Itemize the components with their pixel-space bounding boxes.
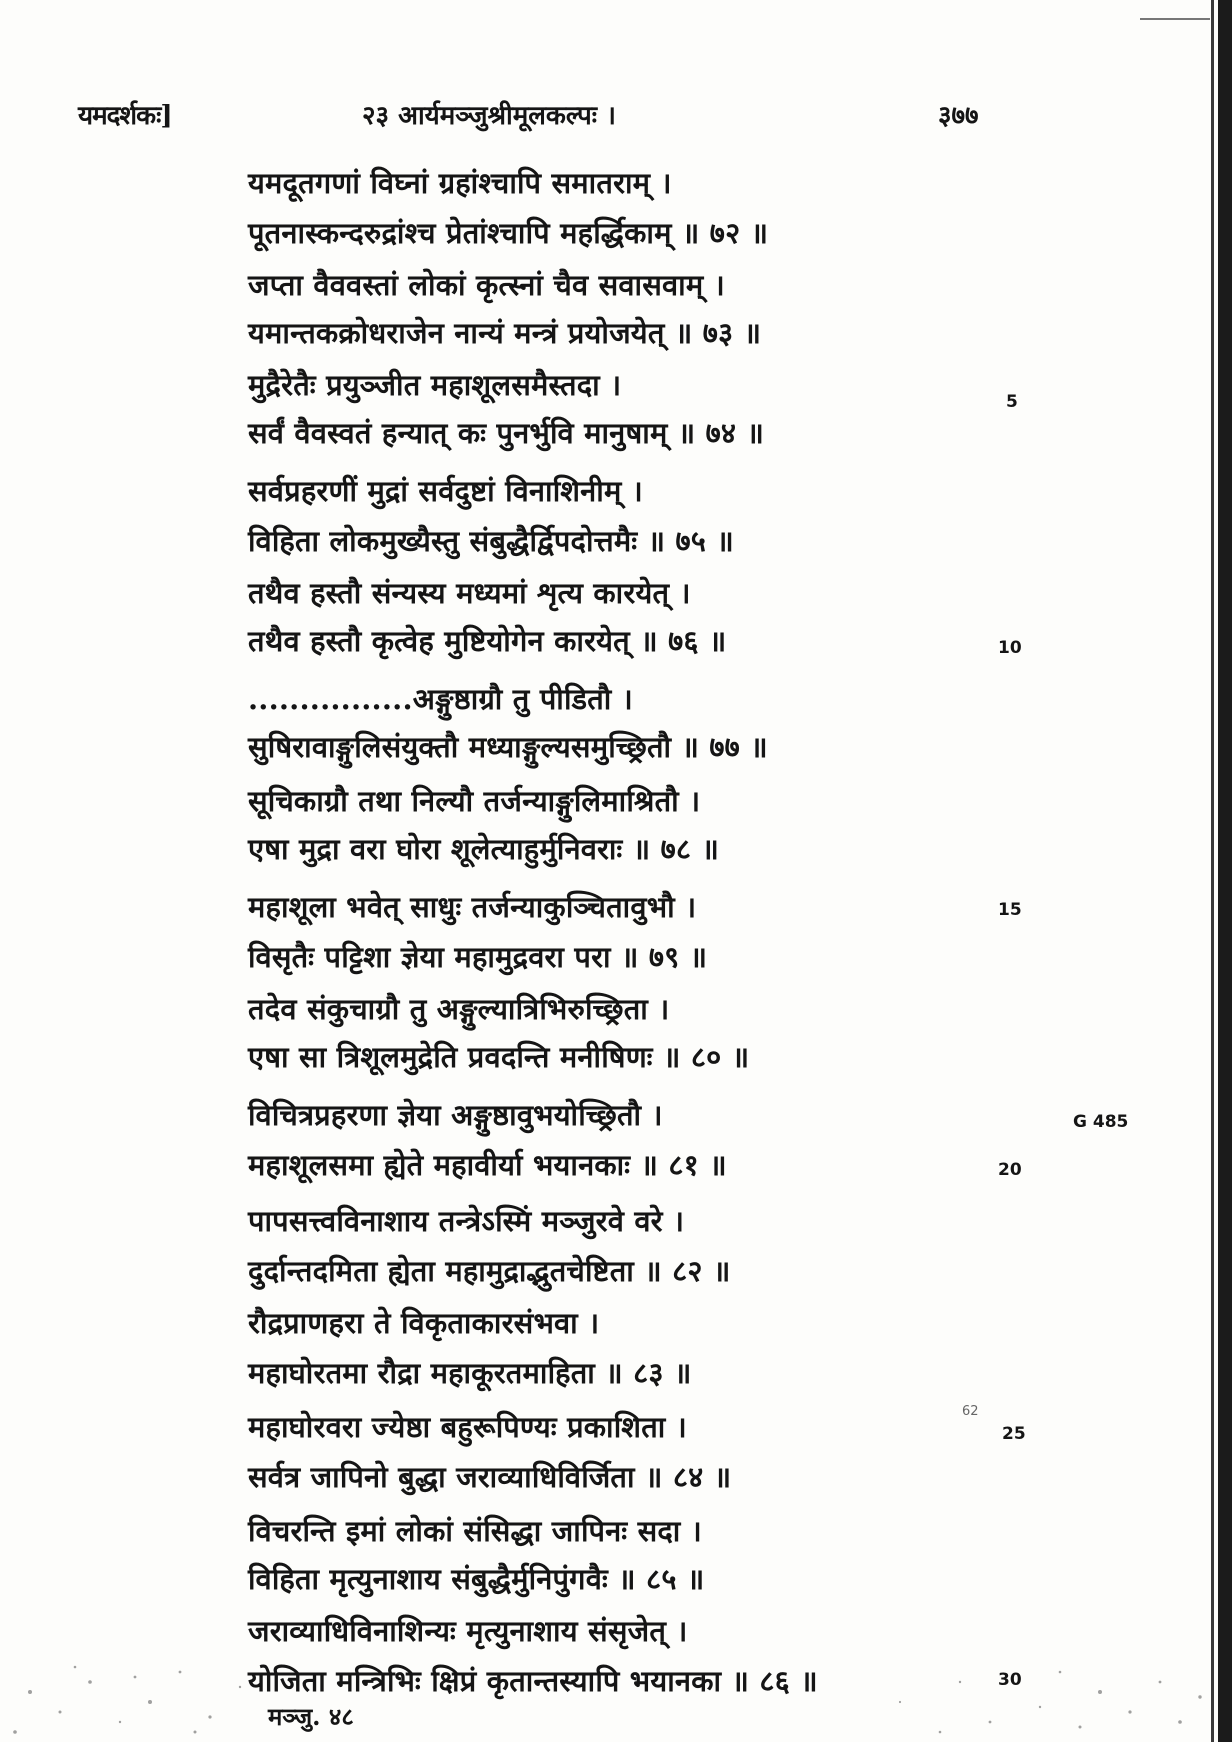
verse-line: महाघोरवरा ज्येष्ठा बहुरूपिण्यः प्रकाशिता । <box>248 1410 687 1444</box>
verse-line: तदेव संकुचाग्रौ तु अङ्गुल्यात्रिभिरुच्छ्रिता । <box>248 992 670 1026</box>
verse-line: महाघोरतमा रौद्रा महाकूरतमाहिता ॥ ८३ ॥ <box>248 1356 692 1390</box>
line-number-marker: 10 <box>998 638 1022 658</box>
page-edge-shadow <box>1218 0 1232 1742</box>
verse-line: विहिता मृत्युनाशाय संबुद्धैर्मुनिपुंगवैः ॥ ८५ ॥ <box>248 1562 705 1596</box>
header-left-title: यमदर्शकः] <box>78 101 172 131</box>
top-rule <box>1140 18 1210 20</box>
verse-line: सर्वप्रहरणीं मुद्रां सर्वदुष्टां विनाशिनीम् । <box>248 474 643 508</box>
verse-line: तथैव हस्तौ कृत्वेह मुष्टियोगेन कारयेत् ॥ ७६ ॥ <box>248 624 727 658</box>
verse-line: जप्ता वैववस्तां लोकां कृत्स्नां चैव सवासवाम् । <box>248 268 725 302</box>
verse-line: विसृतैः पट्टिशा ज्ञेया महामुद्रवरा परा ॥ ७९ ॥ <box>248 940 708 974</box>
verse-line: विहिता लोकमुख्यैस्तु संबुद्धैर्द्विपदोत्तमैः ॥ ७५ ॥ <box>248 524 734 558</box>
verse-line: ................अङ्गुष्ठाग्रौ तु पीडितौ । <box>248 682 633 716</box>
verse-line: यमदूतगणां विघ्नां ग्रहांश्चापि समातराम् । <box>248 166 672 200</box>
verse-line: मुद्रैरेतैः प्रयुञ्जीत महाशूलसमैस्तदा । <box>248 368 622 402</box>
line-number-marker: 30 <box>998 1670 1022 1690</box>
manuscript-reference: G 485 <box>1073 1112 1129 1132</box>
verse-line: एषा मुद्रा वरा घोरा शूलेत्याहुर्मुनिवराः ॥ ७८ ॥ <box>248 832 720 866</box>
line-number-marker: 25 <box>1002 1424 1026 1444</box>
stray-mark: 62 <box>962 1404 979 1419</box>
verse-line: विचरन्ति इमां लोकां संसिद्धा जापिनः सदा । <box>248 1514 702 1548</box>
running-header <box>0 96 1232 136</box>
line-number-marker: 5 <box>1006 392 1018 412</box>
verse-line: सर्वत्र जापिनो बुद्धा जराव्याधिविर्जिता ॥ ८४ ॥ <box>248 1460 732 1494</box>
line-number-marker: 15 <box>998 900 1022 920</box>
verse-line: एषा सा त्रिशूलमुद्रेति प्रवदन्ति मनीषिणः ॥ ८० ॥ <box>248 1040 750 1074</box>
page-edge-line <box>1211 0 1214 1742</box>
verse-line: रौद्रप्राणहरा ते विकृताकारसंभवा । <box>248 1306 600 1340</box>
verse-line: पूतनास्कन्दरुद्रांश्च प्रेतांश्चापि महर्द्धिकाम् ॥ ७२ ॥ <box>248 216 769 250</box>
verse-line: तथैव हस्तौ संन्यस्य मध्यमां शृत्य कारयेत् । <box>248 576 691 610</box>
verse-line: सुषिरावाङ्गुलिसंयुक्तौ मध्याङ्गुल्यसमुच्छ्रितौ ॥ ७७ ॥ <box>248 730 768 764</box>
verse-line: पापसत्त्वविनाशाय तन्त्रेऽस्मिं मञ्जुरवे वरे । <box>248 1204 685 1238</box>
verse-line: दुर्दान्तदमिता ह्येता महामुद्राद्भुतचेष्टिता ॥ ८२ ॥ <box>248 1254 731 1288</box>
verse-line: जराव्याधिविनाशिन्यः मृत्युनाशाय संसृजेत् । <box>248 1614 688 1648</box>
line-number-marker: 20 <box>998 1160 1022 1180</box>
verse-line: सर्वं वैवस्वतं हन्यात् कः पुनर्भुवि मानुषाम् ॥ ७४ ॥ <box>248 416 765 450</box>
verse-line: सूचिकाग्रौ तथा निल्यौ तर्जन्याङ्गुलिमाश्रितौ । <box>248 784 701 818</box>
verse-line: महाशूलसमा ह्येते महावीर्या भयानकाः ॥ ८१ ॥ <box>248 1148 727 1182</box>
signature-mark: मञ्जु. ४८ <box>268 1702 354 1731</box>
verse-line: विचित्रप्रहरणा ज्ञेया अङ्गुष्ठावुभयोच्छ्रितौ । <box>248 1098 663 1132</box>
verse-line: यमान्तकक्रोधराजेन नान्यं मन्त्रं प्रयोजयेत् ॥ ७३ ॥ <box>248 316 762 350</box>
scan-noise <box>0 1652 1232 1742</box>
header-center-title: २३ आर्यमञ्जुश्रीमूलकल्पः । <box>362 101 616 131</box>
verse-line: महाशूला भवेत् साधुः तर्जन्याकुञ्चितावुभौ । <box>248 890 697 924</box>
verse-line: योजिता मन्त्रिभिः क्षिप्रं कृतान्तस्यापि भयानका ॥ ८६ ॥ <box>248 1664 818 1698</box>
page-number: ३७७ <box>938 101 979 131</box>
